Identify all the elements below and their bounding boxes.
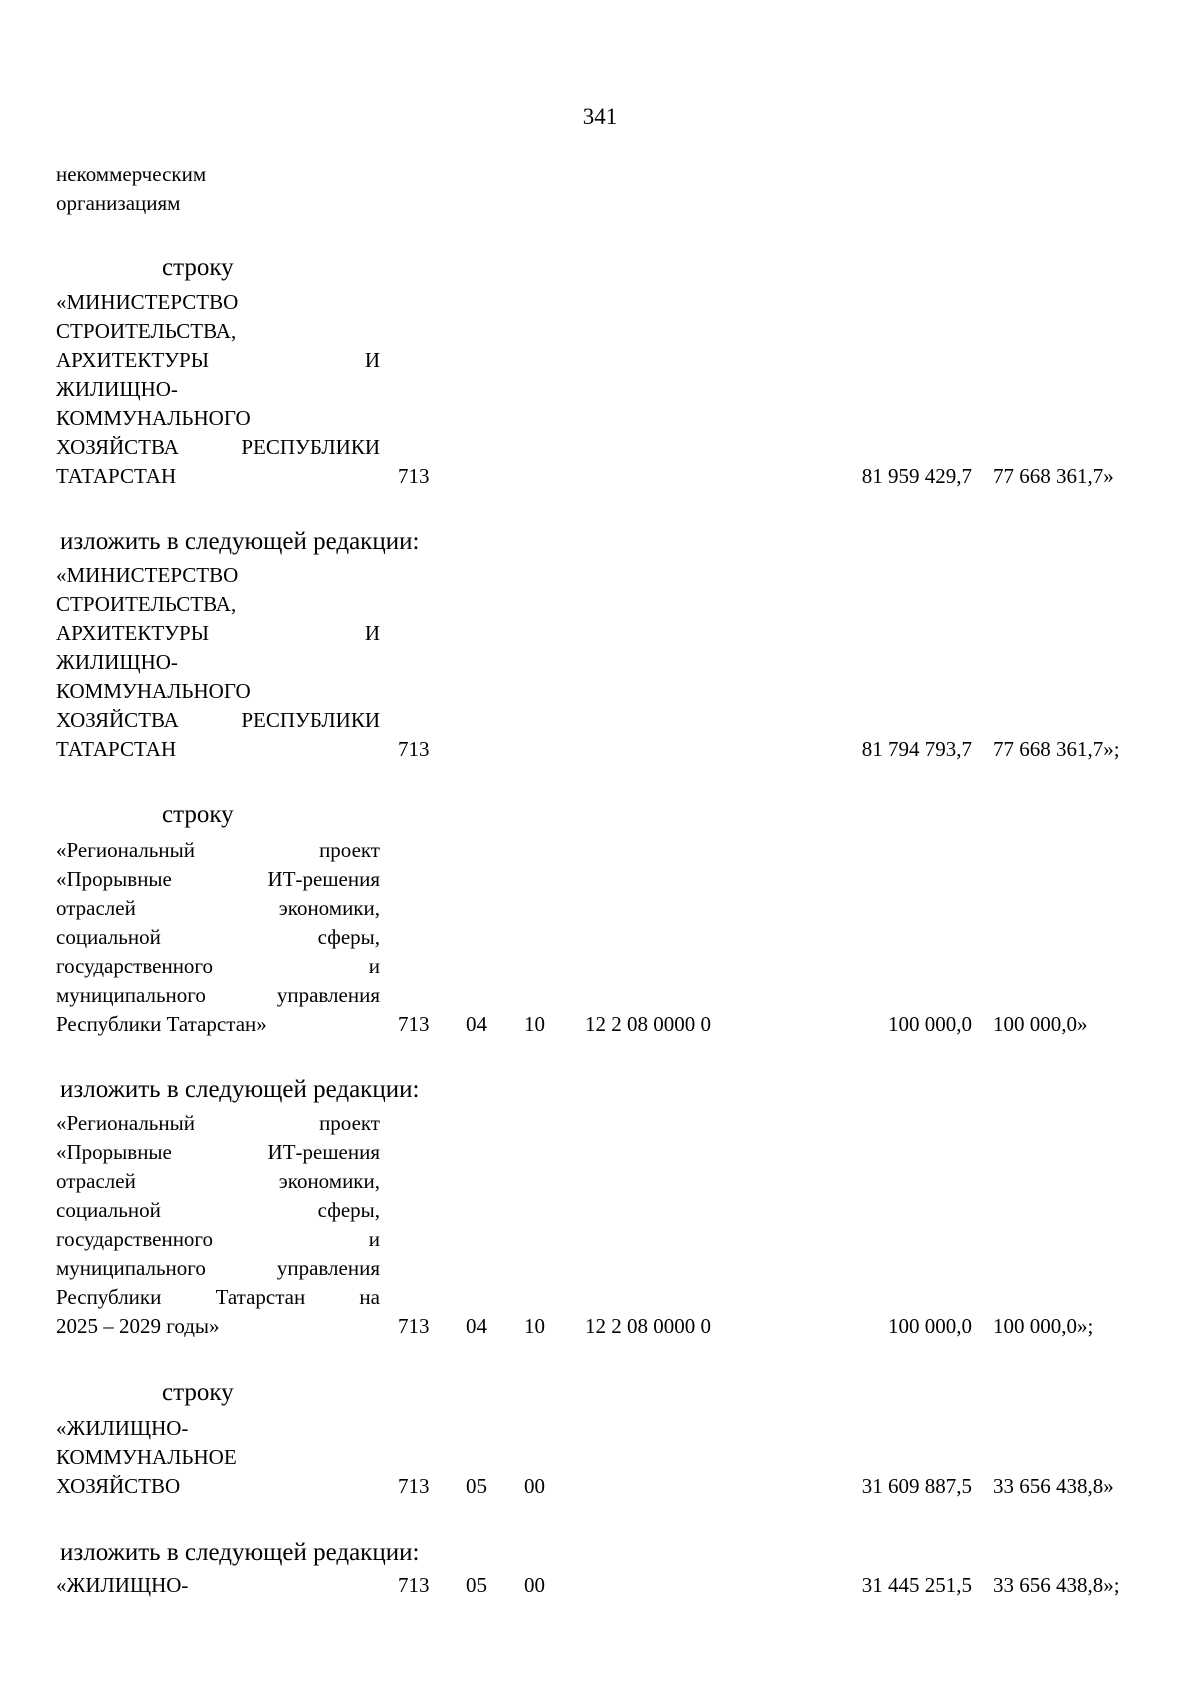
- ministry-code: 713: [398, 1474, 430, 1498]
- amount-2025: 33 656 438,8»;: [993, 1573, 1120, 1597]
- intro-line-2: организациям: [56, 191, 181, 215]
- name-line: отраслей экономики,: [56, 896, 380, 920]
- row-word-label: строку: [162, 1379, 234, 1406]
- intro-line-1: некоммерческим: [56, 162, 207, 186]
- amount-2025: 77 668 361,7»: [993, 464, 1114, 488]
- name-line: государственного и: [56, 1227, 380, 1251]
- name-line: КОММУНАЛЬНОГО: [56, 406, 251, 430]
- name-line: КОММУНАЛЬНОГО: [56, 679, 251, 703]
- row-word-label: строку: [162, 801, 234, 828]
- section-code: 04: [466, 1012, 487, 1036]
- name-line: СТРОИТЕЛЬСТВА,: [56, 319, 237, 343]
- ministry-code: 713: [398, 464, 430, 488]
- amount-2024: 81 794 793,7: [861, 737, 972, 761]
- name-line: «Прорывные ИТ-решения: [56, 867, 380, 891]
- amount-2025: 33 656 438,8»: [993, 1474, 1114, 1498]
- subsection-code: 10: [524, 1012, 545, 1036]
- amount-2025: 100 000,0»;: [993, 1314, 1094, 1338]
- name-line: «МИНИСТЕРСТВО: [56, 563, 239, 587]
- row-word-label: строку: [162, 254, 234, 281]
- target-article: 12 2 08 0000 0: [585, 1314, 711, 1338]
- edit-phrase-label: изложить в следующей редакции:: [60, 528, 420, 555]
- name-line: «ЖИЛИЩНО-: [56, 1573, 189, 1597]
- name-line: Республики Татарстан»: [56, 1012, 267, 1036]
- section-code: 05: [466, 1573, 487, 1597]
- subsection-code: 00: [524, 1573, 545, 1597]
- amount-2024: 81 959 429,7: [861, 464, 972, 488]
- name-line: отраслей экономики,: [56, 1169, 380, 1193]
- edit-phrase-label: изложить в следующей редакции:: [60, 1076, 420, 1103]
- section-code: 04: [466, 1314, 487, 1338]
- name-line: ТАТАРСТАН: [56, 737, 177, 761]
- name-line: СТРОИТЕЛЬСТВА,: [56, 592, 237, 616]
- name-line: ХОЗЯЙСТВА РЕСПУБЛИКИ: [56, 435, 380, 459]
- name-line: ТАТАРСТАН: [56, 464, 177, 488]
- page-number: 341: [582, 104, 618, 129]
- edit-phrase-label: изложить в следующей редакции:: [60, 1539, 420, 1566]
- target-article: 12 2 08 0000 0: [585, 1012, 711, 1036]
- name-line: социальной сферы,: [56, 1198, 380, 1222]
- name-line: ХОЗЯЙСТВО: [56, 1474, 181, 1498]
- amount-2024: 31 609 887,5: [861, 1474, 972, 1498]
- subsection-code: 10: [524, 1314, 545, 1338]
- name-line: ЖИЛИЩНО-: [56, 377, 178, 401]
- ministry-code: 713: [398, 737, 430, 761]
- name-line: АРХИТЕКТУРЫ И: [56, 348, 380, 372]
- name-line: Республики Татарстан на: [56, 1285, 380, 1309]
- ministry-code: 713: [398, 1012, 430, 1036]
- name-line: «Прорывные ИТ-решения: [56, 1140, 380, 1164]
- ministry-code: 713: [398, 1314, 430, 1338]
- amount-2025: 77 668 361,7»;: [993, 737, 1120, 761]
- name-line: «Региональный проект: [56, 838, 380, 862]
- name-line: социальной сферы,: [56, 925, 380, 949]
- name-line: «МИНИСТЕРСТВО: [56, 290, 239, 314]
- amount-2025: 100 000,0»: [993, 1012, 1088, 1036]
- subsection-code: 00: [524, 1474, 545, 1498]
- ministry-code: 713: [398, 1573, 430, 1597]
- amount-2024: 100 000,0: [888, 1314, 972, 1338]
- name-line: КОММУНАЛЬНОЕ: [56, 1445, 237, 1469]
- name-line: ЖИЛИЩНО-: [56, 650, 178, 674]
- name-line: муниципального управления: [56, 1256, 380, 1280]
- name-line: «ЖИЛИЩНО-: [56, 1416, 189, 1440]
- name-line: ХОЗЯЙСТВА РЕСПУБЛИКИ: [56, 708, 380, 732]
- name-line: государственного и: [56, 954, 380, 978]
- name-line: муниципального управления: [56, 983, 380, 1007]
- amount-2024: 100 000,0: [888, 1012, 972, 1036]
- name-line: 2025 – 2029 годы»: [56, 1314, 220, 1338]
- amount-2024: 31 445 251,5: [861, 1573, 972, 1597]
- name-line: АРХИТЕКТУРЫ И: [56, 621, 380, 645]
- name-line: «Региональный проект: [56, 1111, 380, 1135]
- section-code: 05: [466, 1474, 487, 1498]
